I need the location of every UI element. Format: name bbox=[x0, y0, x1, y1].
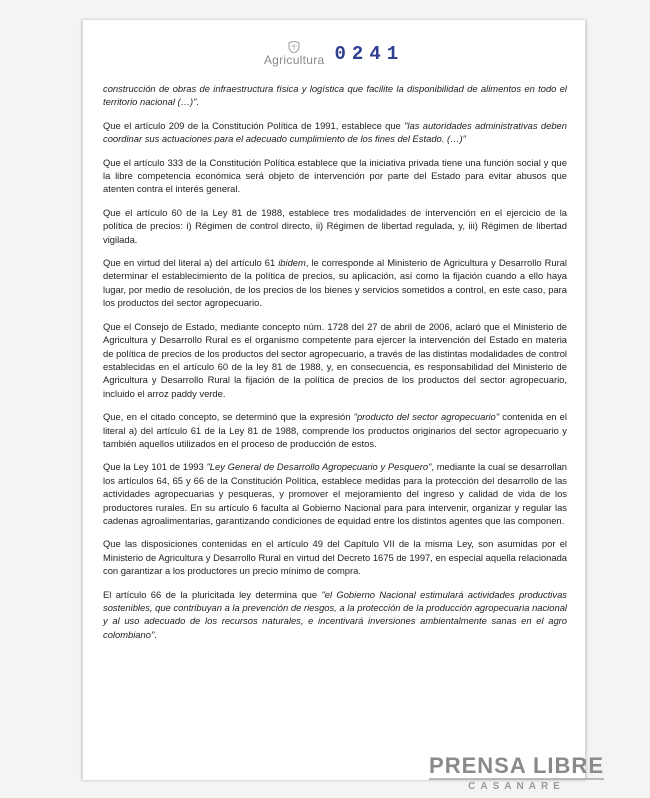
paragraph-text: Que el artículo 333 de la Constitución Política establece que la iniciativa privada tiene una función social y que la libre competencia económica será objeto de intervención por parte del Estado para evitar abusos que atenten contra el interés general. bbox=[103, 156, 567, 195]
document-page bbox=[82, 20, 586, 780]
paragraph bbox=[103, 206, 567, 246]
paragraph-text: Que el artículo 60 de la Ley 81 de 1988, establece tres modalidades de intervención en el ejercicio de la política de precios: i) Régimen de control directo, ii) Régimen de libertad regulada, y, iii) Régimen de libertad vigilada. bbox=[103, 206, 567, 245]
watermark-sub: CASANARE bbox=[429, 778, 604, 792]
paragraph-text: Que la Ley 101 de 1993 bbox=[103, 461, 207, 473]
document-body bbox=[103, 82, 567, 651]
watermark-logo bbox=[429, 755, 604, 792]
italic-text: "Ley General de Desarrollo Agropecuario y Pesquero" bbox=[206, 461, 432, 473]
paragraph bbox=[103, 82, 567, 109]
paragraph-text: , mediante la cual se desarrollan los artículos 64, 65 y 66 de la Constitución Política, establece medidas para la protección del desarrollo de las actividades agropecuarias y pesqueras, y promover el mejoramiento del ingreso y calidad de vida de los productores rurales. En su artículo 6 faculta al Gobierno Nacional para para intervenir, organizar y regular las cadenas agroalimentarias, garantizando condiciones de equidad entre los distintos agentes que las componen. bbox=[103, 461, 568, 526]
paragraph bbox=[103, 537, 567, 577]
paragraph-text: El artículo 66 de la pluricitada ley determina que bbox=[103, 588, 322, 600]
paragraph-text: Que las disposiciones contenidas en el artículo 49 del Capítulo VII de la misma Ley, son asumidas por el Ministerio de Agricultura y Desarrollo Rural en virtud del Decreto 1675 de 1997, en especial aquella relacionada con garantizar a los productores un precio mínimo de compra. bbox=[103, 538, 567, 577]
paragraph bbox=[103, 156, 567, 196]
paragraph-text: . bbox=[154, 628, 157, 640]
paragraph-text: contenida en el literal a) del artículo 61 de la Ley 81 de 1988, comprende los productos originarios del sector agropecuario y también aquellos utilizados en el proceso de producción de estos. bbox=[103, 411, 567, 449]
italic-text: "las autoridades administrativas deben coordinar sus actuaciones para el adecuado cumplimiento de los fines del Estado. (…)" bbox=[103, 119, 567, 145]
page-header bbox=[83, 34, 585, 74]
paragraph bbox=[103, 410, 567, 450]
paragraph bbox=[103, 588, 567, 642]
watermark-main: PRENSA LIBRE bbox=[429, 753, 604, 778]
paragraph-text: Que, en el citado concepto, se determinó que la expresión bbox=[103, 411, 354, 423]
paragraph-text: Que en virtud del literal a) del artículo 61 bbox=[103, 257, 279, 269]
paragraph bbox=[103, 256, 567, 310]
paragraph-text: Que el artículo 209 de la Constitución Política de 1991, establece que bbox=[103, 119, 405, 131]
italic-text: "producto del sector agropecuario" bbox=[353, 411, 500, 423]
paragraph-text: , le corresponde al Ministerio de Agricultura y Desarrollo Rural determinar el establecimiento de la política de precios, su aplicación, así como la fijación cuando a ello haya lugar, por medio de resolución, de los precios de los bienes y servicios sometidos a control, en este caso, para los productos del sector agropecuario. bbox=[103, 257, 568, 309]
ministry-logo bbox=[264, 41, 325, 67]
paragraph bbox=[103, 460, 567, 527]
coat-of-arms-icon bbox=[287, 41, 301, 53]
resolution-number: 0241 bbox=[334, 43, 405, 65]
paragraph bbox=[103, 320, 567, 400]
paragraph bbox=[103, 119, 567, 146]
paragraph-text: Que el Consejo de Estado, mediante concepto núm. 1728 del 27 de abril de 2006, aclaró que el Ministerio de Agricultura y Desarrollo Rural es el organismo competente para ejercer la intervención del Estado en materia de política de precios de los productos del sector agropecuario, a través de las distintas modalidades de control establecidas en el artículo 60 de la ley 81 de 1988, y, en consecuencia, es responsabilidad del Ministerio de Agricultura y Desarrollo Rural la fijación de la política de precios de los productos del sector agropecuario, incluido el arroz paddy verde. bbox=[103, 320, 567, 399]
italic-text: ibidem bbox=[278, 257, 306, 269]
italic-text: "el Gobierno Nacional estimulará actividades productivas sostenibles, que contribuyan a la prevención de riesgos, a la protección de la producción agropecuaria nacional y al uso adecuado de los recursos naturales, e incentivará inversiones ambientalmente sanas en el agro colombiano" bbox=[103, 588, 567, 640]
ministry-name: Agricultura bbox=[263, 53, 325, 67]
italic-text: construcción de obras de infraestructura física y logística que facilite la disponibilidad de alimentos en todo el territorio nacional (…)". bbox=[103, 83, 567, 108]
